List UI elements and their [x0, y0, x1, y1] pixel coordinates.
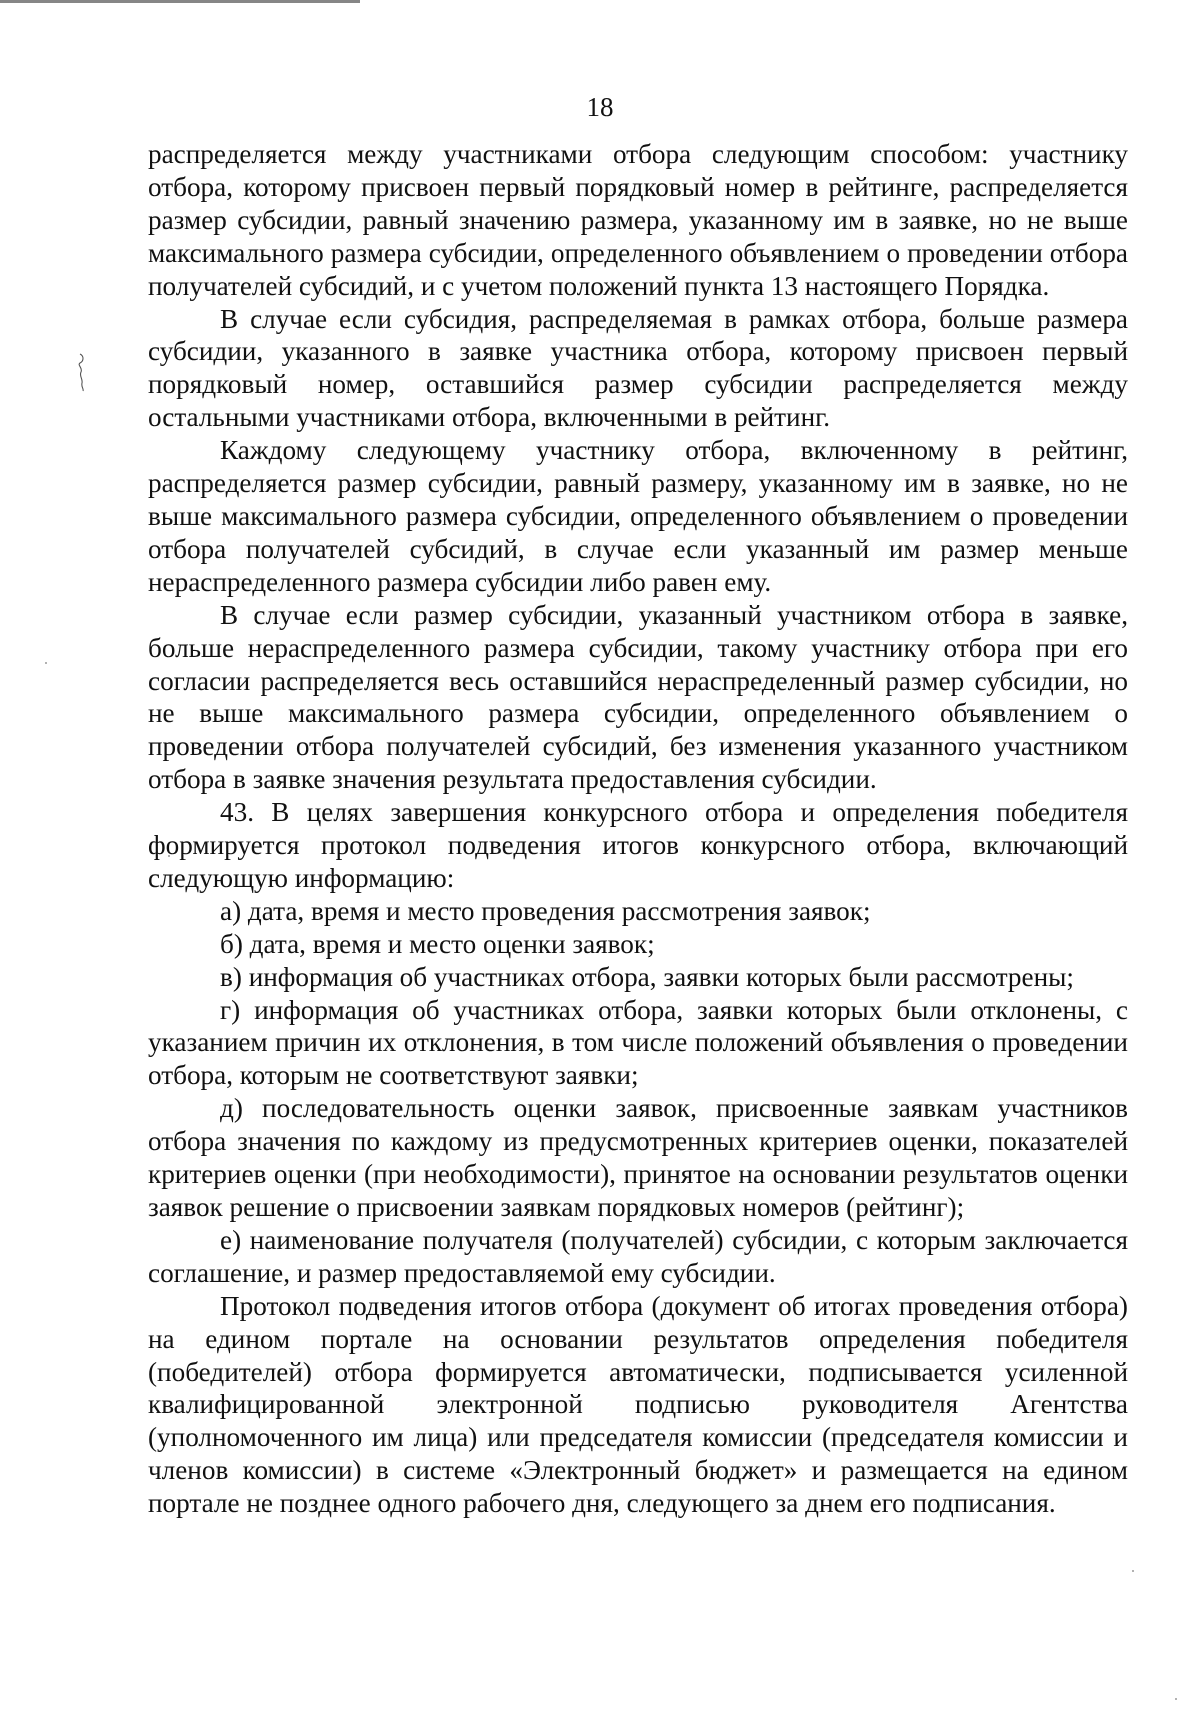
list-item-v: в) информация об участниках отбора, заявки которых были рассмотрены;	[220, 961, 1074, 992]
section-43-paragraph: 43. В целях завершения конкурсного отбора и определения победителя формируется протокол подведения итогов конкурсного отбора, включающий следующую информацию:	[148, 797, 1128, 893]
paragraph: В случае если субсидия, распределяемая в рамках отбора, больше размера субсидии, указанного в заявке участника отбора, которому присвоен первый порядковый номер, оставшийся размер субсидии распределяется между остальными участниками отбора, включенными в рейтинг.	[148, 303, 1128, 433]
document-body	[148, 138, 1128, 1520]
paragraph: распределяется между участниками отбора следующим способом: участнику отбора, которому присвоен первый порядковый номер в рейтинге, распределяется размер субсидии, равный значению размера, указанному им в заявке, но не выше максимального размера субсидии, определенного объявлением о проведении отбора получателей субсидий, и с учетом положений пункта 13 настоящего Порядка.	[148, 139, 1128, 301]
paragraph: Протокол подведения итогов отбора (документ об итогах проведения отбора) на едином портале на основании результатов определения победителя (победителей) отбора формируется автоматически, подписывается усиленной квалифицированной электронной подписью руководителя Агентства (уполномоченного им лица) или председателя комиссии (председателя комиссии и членов комиссии) в системе «Электронный бюджет» и размещается на едином портале не позднее одного рабочего дня, следующего за днем его подписания.	[148, 1290, 1128, 1519]
paragraph: В случае если размер субсидии, указанный участником отбора в заявке, больше нераспределенного размера субсидии, такому участнику отбора при его согласии распределяется весь оставшийся нераспределенный размер субсидии, но не выше максимального размера субсидии, определенного объявлением о проведении отбора получателей субсидий, без изменения указанного участником отбора в заявке значения результата предоставления субсидии.	[148, 599, 1128, 795]
paragraph: Каждому следующему участнику отбора, включенному в рейтинг, распределяется размер субсидии, равный размеру, указанному им в заявке, но не выше максимального размера субсидии, определенного объявлением о проведении отбора получателей субсидий, в случае если указанный им размер меньше нераспределенного размера субсидии либо равен ему.	[148, 435, 1128, 597]
scan-speck	[1132, 1570, 1134, 1572]
page-number: 18	[586, 92, 614, 122]
scan-edge-line	[0, 0, 360, 3]
list-item-e: е) наименование получателя (получателей) субсидии, с которым заключается соглашение, и размер предоставляемой ему субсидии.	[148, 1224, 1128, 1288]
list-item-b: б) дата, время и место оценки заявок;	[220, 928, 655, 959]
list-item-d: д) последовательность оценки заявок, присвоенные заявкам участников отбора значения по каждому из предусмотренных критериев оценки, показателей критериев оценки (при необходимости), принятое на основании результатов оценки заявок решение о присвоении заявкам порядковых номеров (рейтинг);	[148, 1093, 1128, 1222]
list-item-g: г) информация об участниках отбора, заявки которых были отклонены, с указанием причин их отклонения, в том числе положений объявления о проведении отбора, которым не соответствуют заявки;	[148, 994, 1128, 1091]
margin-handwritten-mark	[74, 352, 88, 392]
scan-speck	[1175, 1698, 1177, 1700]
list-item-a: а) дата, время и место проведения рассмотрения заявок;	[220, 895, 871, 926]
scan-speck	[45, 662, 47, 664]
